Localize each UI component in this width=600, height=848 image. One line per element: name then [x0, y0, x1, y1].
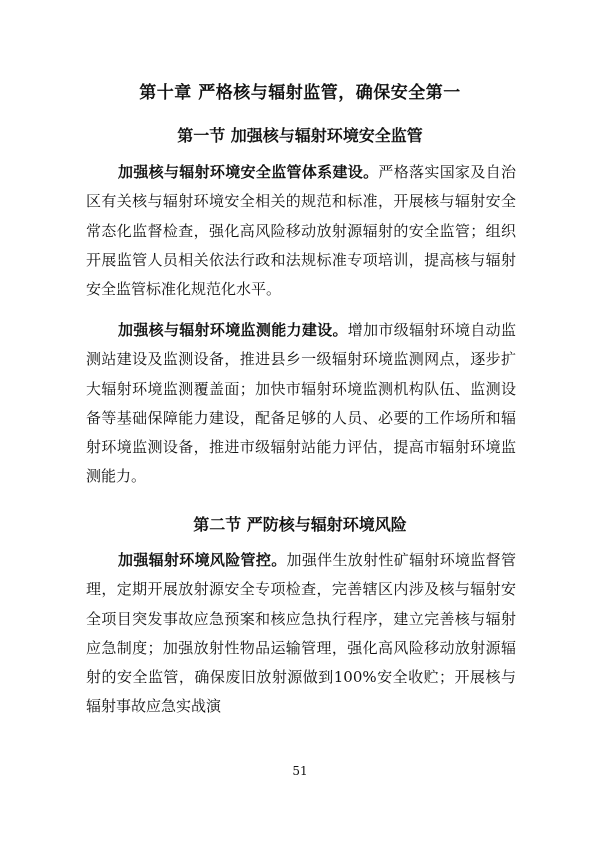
page-number: 51 [292, 764, 308, 778]
paragraph-text: 加强伴生放射性矿辐射环境监督管理，定期开展放射源安全专项检查，完善辖区内涉及核与辐射安全项目突发事故应急预案和核应急执行程序，建立完善核与辐射应急制度；加强放射性物品运输管理，强化高风险移动放射源辐射的安全监管，确保废旧放射源做到100%安全收贮；开展核与辐射事故应急实战演 [86, 551, 516, 716]
paragraph-lead: 加强核与辐射环境安全监管体系建设。 [118, 163, 379, 181]
paragraph [86, 158, 516, 304]
section-title: 第二节 严防核与辐射环境风险 [193, 515, 407, 534]
chapter-title: 第十章 严格核与辐射监管，确保安全第一 [139, 83, 461, 103]
paragraph [86, 546, 516, 722]
paragraph [86, 316, 516, 492]
paragraph-text: 增加市级辐射环境自动监测站建设及监测设备，推进县乡一级辐射环境监测网点，逐步扩大辐射环境监测覆盖面；加快市辐射环境监测机构队伍、监测设备等基础保障能力建设，配备足够的人员、必要的工作场所和辐射环境监测设备，推进市级辐射站能力评估，提高市辐射环境监测能力。 [86, 321, 516, 486]
paragraph-lead: 加强辐射环境风险管控。 [118, 551, 287, 569]
paragraph-lead: 加强核与辐射环境监测能力建设。 [118, 321, 348, 339]
section-title: 第一节 加强核与辐射环境安全监管 [177, 126, 423, 145]
paragraph-text: 严格落实国家及自治区有关核与辐射环境安全相关的规范和标准，开展核与辐射安全常态化监督检查，强化高风险移动放射源辐射的安全监管；组织开展监管人员相关依法行政和法规标准专项培训，提高核与辐射安全监管标准化规范化水平。 [86, 163, 516, 299]
